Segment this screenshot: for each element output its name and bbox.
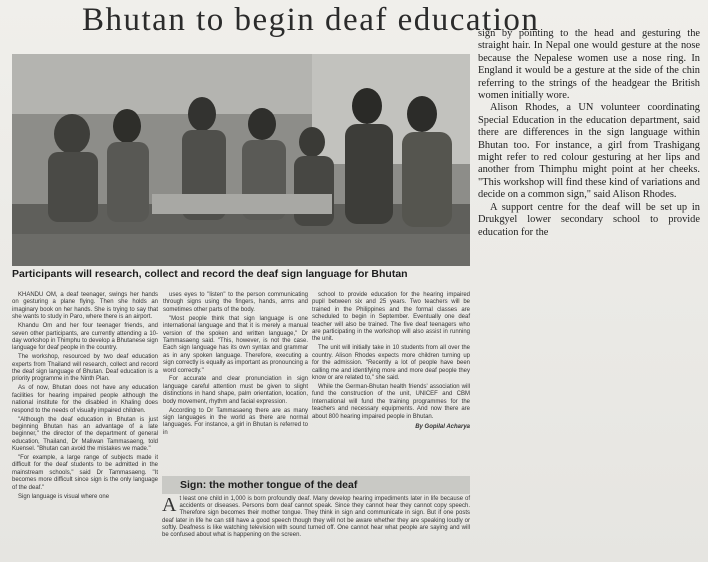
- sidebar-body: [162, 496, 470, 539]
- paragraph: uses eyes to "listen" to the person communicating through signs using the fingers, hands, arms and sometimes other parts of the body.: [163, 292, 308, 313]
- headline: Bhutan to begin deaf education: [82, 2, 540, 38]
- byline: By Gopilal Acharya: [415, 423, 470, 430]
- paragraph: "Most people think that sign language is one international language and that it is merely a manual version of the spoken and written language," Dr Tammasaeng said. "This, however, is not the case. Each sign language has its own syntax and grammar as in any spoken language. Therefore, executing a sign correctly is equally as important as pronouncing a word correctly.": [163, 315, 308, 374]
- article-column-2: [163, 292, 308, 439]
- photo-caption: Participants will research, collect and record the deaf sign language for Bhutan: [12, 268, 408, 280]
- paragraph: Sign language is visual where one: [18, 493, 110, 500]
- workshop-photo: [12, 54, 470, 266]
- paragraph: While the German-Bhutan health friends' association will fund the construction of the unit, UNICEF and CBM International will fund the training programmes for the teachers and necessary equipments. And now there are about 800 hearing impaired people in Bhutan.: [312, 383, 470, 420]
- paragraph: sign by pointing to the head and gesturing the straight hair. In Nepal one would gesture at the nose because the Nepalese women use a nose ring. In England it would be a gesture at the side of the chin referring to the strings of the headgear the British women initially wore.: [478, 28, 700, 102]
- paragraph: "For example, a large range of subjects made it difficult for the deaf students to be admitted in the mainstream schools," said Dr Tammasaeng. "It becomes more difficult since sign is the only language of the deaf.": [12, 455, 158, 491]
- workshop-photo-image: [12, 54, 470, 266]
- paragraph: Khandu Om and her four teenager friends, and seven other participants, are currently attending a 10-day workshop in Thimphu to develop a Bhutanese sign language for deaf people in the country.: [12, 323, 158, 352]
- paragraph: For accurate and clear pronunciation in sign language careful attention must be given to slight distinctions in hand shape, palm orientation, location, body movement, rhythm and facial expression.: [163, 376, 308, 405]
- article-column-3: [312, 292, 470, 433]
- article-column-1: [12, 292, 158, 502]
- paragraph: "Although the deaf education in Bhutan is just beginning Bhutan has an advantage of a late beginner," the director of the department of general education, Thailand, Dr Maliwan Tammasaeng, told Kuensel. "Bhutan can avoid the mistakes we made.": [12, 416, 158, 453]
- paragraph: A support centre for the deaf will be set up in Drukgyel lower secondary school to provide education for the: [478, 201, 700, 238]
- sidebar-paragraph: [162, 496, 470, 539]
- sidebar-title: Sign: the mother tongue of the deaf: [162, 476, 470, 494]
- drop-cap: A: [162, 494, 177, 516]
- paragraph: Alison Rhodes, a UN volunteer coordinating Special Education in the education department, said there are differences in the sign language within Bhutan too. For instance, a girl from Trashigang might refer to red colour gesturing at her lips and another from Thimphu might point at her cheeks. "This workshop will find these kind of variations and decide on a common sign," said Alison Rhodes.: [478, 102, 700, 201]
- paragraph: As of now, Bhutan does not have any education facilities for hearing impaired people although the national institute for the disabled in Khaling does respond to the needs of visually impaired children.: [12, 385, 158, 414]
- paragraph: The unit will initially take in 10 students from all over the country. Alison Rhodes expects more children turning up for the admission. "Recently a lot of people have been calling me and identifying more and more deaf people they know or are related to," she said.: [312, 345, 470, 381]
- paragraph: school to provide education for the hearing impaired pupil between six and 25 years. Two teachers will be trained in the Philippines and the formal classes are scheduled to begin in September. Eventually one deaf teacher will also be trained. The five deaf teenagers who are participating in the workshop will also assist in running the unit.: [312, 292, 470, 343]
- paragraph: The workshop, resourced by two deaf education experts from Thailand will research, collect and record the deaf sign language of Bhutan. Deaf education is a priority programme in the Ninth Plan.: [12, 354, 158, 383]
- paragraph: According to Dr Tammasaeng there are as many sign languages in the world as there are normal languages. For instance, a girl in Bhutan is referred to in: [163, 407, 308, 436]
- article-right-column: [478, 28, 700, 239]
- sidebar-text: t least one child in 1,000 is born profoundly deaf. Many develop hearing impediments later in life because of accidents or diseases. Persons born deaf cannot speak. Since they cannot hear they cannot copy speech. Therefore sign becomes their mother tongue. They think in sign and communicate in sign. But if one posts deaf later in life he can still have a good speech though they will not be aware whether they are speaking loudly or softly. Deafness is like watching television with sound turned off. One cannot hear what people are saying and will be confused about what is happening on the screen.: [162, 496, 470, 539]
- paragraph: KHANDU OM, a deaf teenager, swings her hands on gesturing a plane flying. Then she holds an imaginary book on her hands. She is trying to say that she wants to study in Paro, where there is an airport.: [12, 292, 158, 321]
